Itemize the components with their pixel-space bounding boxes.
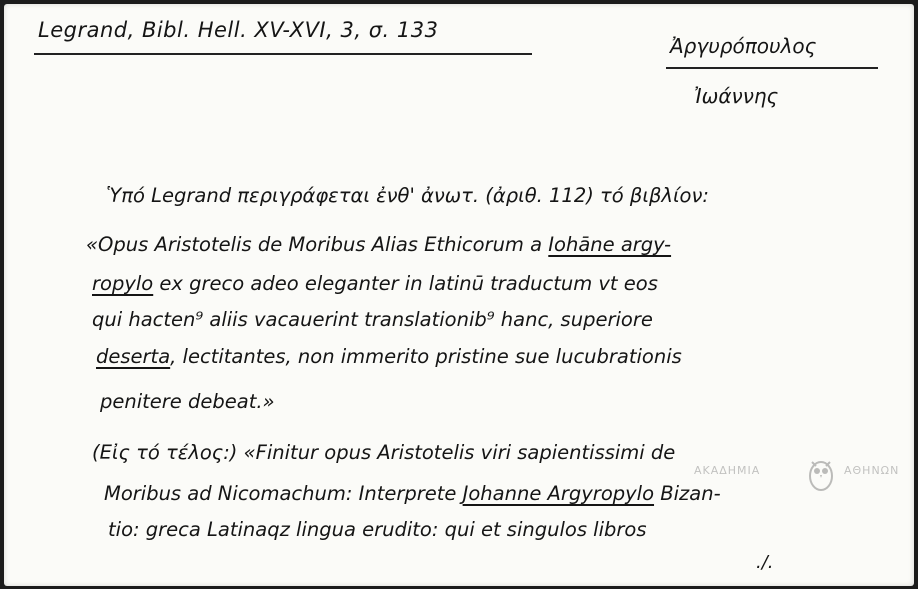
- underlined-interpreter-name: Johanne Argyropylo: [462, 482, 655, 505]
- surname-underline: [666, 67, 878, 69]
- title-line-5: penitere debeat.»: [100, 390, 275, 413]
- title-line-1-text: «Opus Aristotelis de Moribus Alias Ethicorum a: [86, 233, 549, 256]
- title-line-4: [96, 345, 682, 368]
- colophon-line-2-text: Moribus ad Nicomachum: Interprete: [104, 482, 463, 505]
- catalog-card: [4, 4, 914, 586]
- owl-emblem-icon: [806, 456, 836, 492]
- author-forename: Ἰωάννης: [694, 84, 779, 108]
- colophon-line-1: (Εἰς τό τέλος:) «Finitur opus Aristotelis viri sapientissimi de: [92, 441, 676, 464]
- description-line-1: Ὑπό Legrand περιγράφεται ἐνθ' ἀνωτ. (ἀριθ. 112) τό βιβλίον:: [106, 184, 709, 207]
- author-surname: Ἀργυρόπουλος: [670, 34, 817, 58]
- stamp-text-left: ΑΚΑΔΗΜΙΑ: [694, 464, 761, 477]
- colophon-line-2: [104, 482, 721, 505]
- title-line-2: [92, 272, 658, 295]
- academy-watermark-stamp: [694, 456, 912, 492]
- title-line-2-text: ex greco adeo eleganter in latinū traductum vt eos: [153, 272, 658, 295]
- colophon-line-3: tio: greca Latinaqz lingua erudito: qui et singulos libros: [108, 518, 647, 541]
- colophon-line-2-end: Bizan-: [654, 482, 721, 505]
- continued-mark: ./.: [756, 552, 774, 573]
- title-line-1: [86, 233, 671, 256]
- underlined-name-end: ropylo: [92, 272, 154, 295]
- underlined-word: deserta: [96, 345, 171, 368]
- title-line-4-text: , lectitantes, non immerito pristine sue lucubrationis: [170, 345, 682, 368]
- underlined-translator-name: Iohāne argy-: [548, 233, 672, 256]
- reference-underline: [34, 53, 532, 55]
- stamp-text-right: ΑΘΗΝΩΝ: [844, 464, 900, 477]
- title-line-3: qui hacten⁹ aliis vacauerint translationib⁹ hanc, superiore: [92, 308, 653, 331]
- bibliographic-reference: Legrand, Bibl. Hell. XV-XVI, 3, σ. 133: [38, 18, 439, 42]
